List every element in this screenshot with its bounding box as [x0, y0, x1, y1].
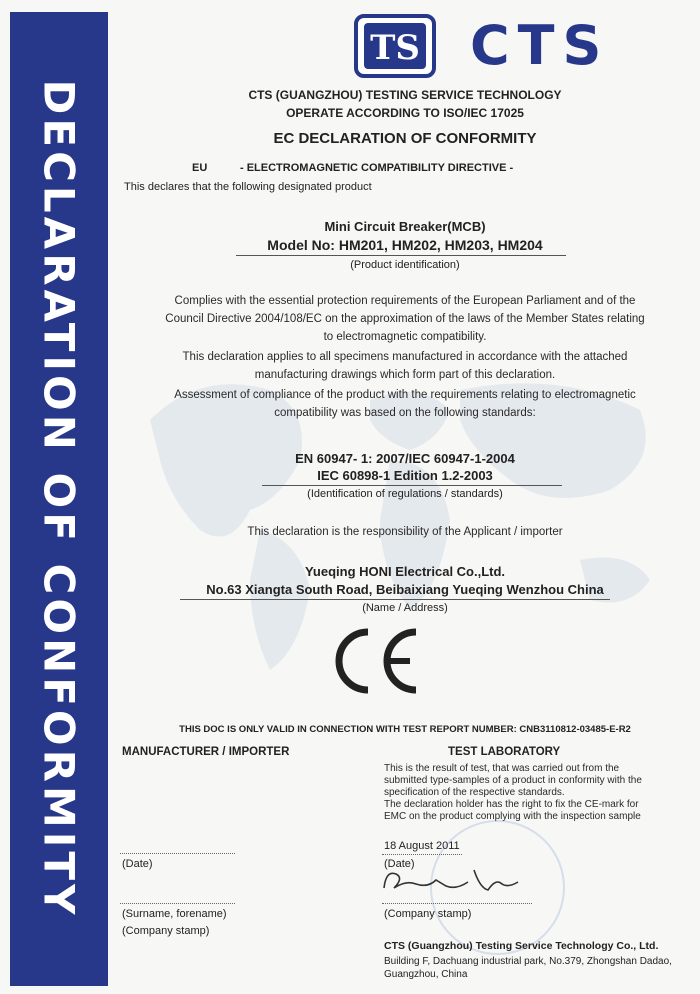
- directive-title: - ELECTROMAGNETIC COMPATIBILITY DIRECTIVE -: [240, 162, 514, 174]
- responsibility-statement: This declaration is the responsibility of the Applicant / importer: [247, 526, 563, 538]
- manufacturer-surname-label: (Surname, forename): [122, 908, 227, 920]
- lab-para-1: This is the result of test, that was carried out from the: [384, 763, 620, 774]
- standard-line-2: IEC 60898-1 Edition 1.2-2003: [317, 468, 493, 483]
- lab-heading: TEST LABORATORY: [448, 746, 561, 758]
- manufacturer-date-label: (Date): [122, 858, 153, 870]
- lab-address-line-1: Building F, Dachuang industrial park, No.379, Zhongshan Dadao,: [384, 956, 672, 967]
- page-title: EC DECLARATION OF CONFORMITY: [273, 130, 537, 147]
- sidebar-banner: [10, 12, 108, 986]
- product-name: Mini Circuit Breaker(MCB): [324, 219, 486, 234]
- compliance-line-4: This declaration applies to all specimens manufactured in accordance with the attached: [182, 351, 628, 363]
- compliance-line-5: manufacturing drawings which form part of this declaration.: [254, 369, 556, 381]
- applicant-underline: [180, 599, 610, 600]
- applicant-name: Yueqing HONI Electrical Co.,Ltd.: [304, 564, 506, 579]
- cts-logo-icon: [354, 14, 436, 78]
- lab-stamp-label: (Company stamp): [384, 908, 472, 920]
- applicant-caption: (Name / Address): [362, 602, 448, 614]
- lab-date-value: 18 August 2011: [384, 840, 460, 852]
- compliance-line-1: Complies with the essential protection requirements of the European Parliament and of the: [174, 295, 636, 307]
- directive-prefix: EU: [192, 162, 208, 174]
- manufacturer-surname-line: [120, 903, 235, 904]
- applicant-address: No.63 Xiangta South Road, Beibaixiang Yueqing Wenzhou China: [206, 582, 604, 597]
- lab-address-line-2: Guangzhou, China: [384, 969, 468, 980]
- lab-para-5: EMC on the product complying with the inspection sample: [384, 811, 641, 822]
- signature-mark: [376, 860, 526, 900]
- lab-date-line: [382, 854, 462, 855]
- standards-underline: [262, 485, 562, 486]
- standard-line-1: EN 60947- 1: 2007/IEC 60947-1-2004: [295, 451, 515, 466]
- ce-mark-text: CE: [374, 665, 378, 667]
- product-underline: [236, 255, 566, 256]
- compliance-line-3: to electromagnetic compatibility.: [323, 331, 487, 343]
- iso-statement: OPERATE ACCORDING TO ISO/IEC 17025: [286, 106, 524, 120]
- lab-para-2: submitted type-samples of a product in conformity with the: [384, 775, 642, 786]
- manufacturer-date-line: [120, 853, 235, 854]
- compliance-line-7: compatibility was based on the following standards:: [274, 407, 536, 419]
- lab-para-3: specification of the respective standards.: [384, 787, 565, 798]
- lab-para-4: The declaration holder has the right to fix the CE-mark for: [384, 799, 639, 810]
- manufacturer-heading: MANUFACTURER / IMPORTER: [122, 746, 290, 758]
- validity-notice: THIS DOC IS ONLY VALID IN CONNECTION WITH TEST REPORT NUMBER: CNB3110812-03485-E-R2: [179, 724, 631, 735]
- lab-signature-line: [382, 903, 532, 904]
- manufacturer-stamp-label: (Company stamp): [122, 925, 210, 937]
- logo-letters: TS: [370, 28, 420, 68]
- compliance-line-6: Assessment of compliance of the product with the requirements relating to electromagnetic: [174, 389, 636, 401]
- organization-name: CTS (GUANGZHOU) TESTING SERVICE TECHNOLOGY: [248, 88, 562, 102]
- brand-name: CTS: [470, 14, 610, 77]
- declares-intro: This declares that the following designated product: [124, 181, 372, 193]
- product-caption: (Product identification): [350, 259, 460, 271]
- lab-date-label: (Date): [384, 858, 415, 870]
- compliance-line-2: Council Directive 2004/108/EC on the approximation of the laws of the Member States relating: [165, 313, 645, 325]
- ce-mark-icon: [330, 626, 422, 696]
- sidebar-title: DECLARATION OF CONFORMITY: [34, 79, 84, 919]
- lab-company-name: CTS (Guangzhou) Testing Service Technology Co., Ltd.: [384, 940, 659, 952]
- standards-caption: (Identification of regulations / standards): [307, 488, 503, 500]
- product-model: Model No: HM201, HM202, HM203, HM204: [267, 237, 543, 253]
